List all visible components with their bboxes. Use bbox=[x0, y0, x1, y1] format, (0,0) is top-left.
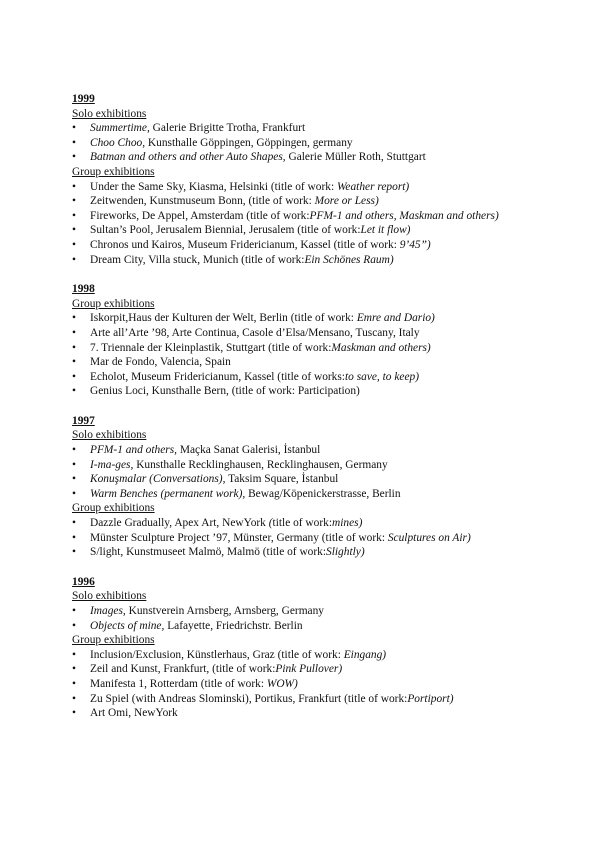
exhibition-item bbox=[72, 662, 572, 677]
exhibition-item bbox=[72, 370, 572, 385]
exhibition-text: Arte all’Arte ’98, Arte Continua, Casole d’Elsa/Mensano, Tuscany, Italy bbox=[90, 326, 420, 339]
exhibition-item bbox=[72, 458, 572, 473]
bullet-icon: • bbox=[72, 180, 76, 193]
exhibition-title-italic: Summertime, bbox=[90, 122, 150, 135]
exhibition-text: Kunsthalle Recklinghausen, Recklinghausen, Germany bbox=[133, 458, 388, 471]
exhibition-title-italic: to save, to keep) bbox=[344, 370, 419, 383]
exhibition-list bbox=[72, 121, 572, 165]
exhibition-group-label: Solo exhibitions bbox=[72, 429, 147, 442]
exhibition-title-italic: mines) bbox=[332, 517, 363, 530]
bullet-icon: • bbox=[72, 546, 76, 559]
bullet-icon: • bbox=[72, 238, 76, 251]
exhibition-item bbox=[72, 136, 572, 151]
bullet-icon: • bbox=[72, 326, 76, 339]
bullet-icon: • bbox=[72, 531, 76, 544]
exhibition-text: Galerie Müller Roth, Stuttgart bbox=[285, 151, 426, 164]
exhibition-item bbox=[72, 194, 572, 209]
exhibition-text: Dazzle Gradually, Apex Art, NewYork bbox=[90, 517, 269, 530]
exhibition-title-italic: Pink Pullover) bbox=[275, 663, 343, 676]
exhibition-title-italic: Portiport) bbox=[407, 692, 454, 705]
exhibition-list bbox=[72, 604, 572, 633]
bullet-icon: • bbox=[72, 458, 76, 471]
exhibition-item bbox=[72, 604, 572, 619]
exhibition-text: Zu Spiel (with Andreas Slominski), Portikus, Frankfurt (title of work: bbox=[90, 692, 408, 705]
exhibition-item bbox=[72, 253, 572, 268]
bullet-icon: • bbox=[72, 312, 76, 325]
bullet-icon: • bbox=[72, 356, 76, 369]
exhibition-title-italic: 9’45”) bbox=[399, 238, 431, 251]
exhibition-text: Under the Same Sky, Kiasma, Helsinki (title of work: bbox=[90, 180, 337, 193]
exhibition-item bbox=[72, 180, 572, 195]
exhibition-item bbox=[72, 692, 572, 707]
exhibition-text: Kunsthalle Göppingen, Göppingen, germany bbox=[145, 136, 353, 149]
exhibition-title-italic: Warm Benches (permanent work), bbox=[90, 487, 246, 500]
bullet-icon: • bbox=[72, 692, 76, 705]
exhibition-list bbox=[72, 443, 572, 501]
exhibition-group-label: Solo exhibitions bbox=[72, 590, 147, 603]
exhibition-text: S/light, Kunstmuseet Malmö, Malmö (title of work: bbox=[90, 546, 327, 559]
exhibition-text: Iskorpit,Haus der Kulturen der Welt, Berlin (title of work: bbox=[90, 312, 357, 325]
exhibition-title-italic: Batman and others and other Auto Shapes, bbox=[90, 151, 286, 164]
exhibition-text: Taksim Square, İstanbul bbox=[225, 473, 339, 486]
exhibition-title-italic: ( bbox=[268, 517, 273, 530]
exhibition-title-italic: Emre and Dario) bbox=[356, 312, 435, 325]
bullet-icon: • bbox=[72, 253, 76, 266]
bullet-icon: • bbox=[72, 341, 76, 354]
exhibition-text: title of work: bbox=[272, 517, 333, 530]
exhibition-list bbox=[72, 311, 572, 399]
exhibition-title-italic: Eingang) bbox=[343, 648, 387, 661]
exhibition-item bbox=[72, 238, 572, 253]
exhibition-text: Münster Sculpture Project ’97, Münster, Germany (title of work: bbox=[90, 531, 388, 544]
bullet-icon: • bbox=[72, 224, 76, 237]
bullet-icon: • bbox=[72, 605, 76, 617]
exhibition-text: Genius Loci, Kunsthalle Bern, (title of work: Participation) bbox=[90, 385, 360, 398]
exhibition-group-label: Group exhibitions bbox=[72, 502, 155, 515]
exhibition-title-italic: Images, bbox=[90, 605, 126, 617]
exhibition-title-italic: Slightly) bbox=[326, 546, 365, 559]
exhibition-text: Manifesta 1, Rotterdam (title of work: bbox=[90, 677, 267, 690]
exhibition-item bbox=[72, 355, 572, 370]
exhibition-list bbox=[72, 516, 572, 560]
bullet-icon: • bbox=[72, 517, 76, 530]
exhibition-text: Kunstverein Arnsberg, Arnsberg, Germany bbox=[125, 605, 324, 617]
exhibition-title-italic: Ein Schönes Raum) bbox=[304, 253, 394, 266]
bullet-icon: • bbox=[72, 707, 76, 720]
exhibition-text: Echolot, Museum Fridericianum, Kassel (title of works: bbox=[90, 370, 345, 383]
exhibition-item bbox=[72, 384, 572, 399]
year-section bbox=[72, 282, 572, 399]
exhibition-title-italic: Sculptures on Air) bbox=[387, 531, 471, 544]
exhibition-title-italic: I-ma-ges, bbox=[90, 458, 134, 471]
exhibition-text: Dream City, Villa stuck, Munich (title of work: bbox=[90, 253, 305, 266]
exhibition-item bbox=[72, 341, 572, 356]
year-section bbox=[72, 92, 572, 267]
exhibition-list bbox=[72, 648, 572, 721]
exhibition-text: Inclusion/Exclusion, Künstlerhaus, Graz (title of work: bbox=[90, 648, 344, 661]
exhibition-item bbox=[72, 545, 572, 560]
exhibition-text: Galerie Brigitte Trotha, Frankfurt bbox=[149, 122, 306, 135]
exhibition-title-italic: PFM-1 and others, bbox=[90, 444, 177, 457]
bullet-icon: • bbox=[72, 385, 76, 398]
exhibition-list bbox=[72, 180, 572, 268]
exhibition-title-italic: Weather report) bbox=[336, 180, 410, 193]
exhibition-title-italic: More or Less) bbox=[314, 195, 379, 208]
exhibition-text: Zeitwenden, Kunstmuseum Bonn, (title of work: bbox=[90, 195, 315, 208]
exhibition-text: Fireworks, De Appel, Amsterdam (title of work: bbox=[90, 209, 310, 222]
exhibition-text: Sultan’s Pool, Jerusalem Biennial, Jerusalem (title of work: bbox=[90, 224, 361, 237]
bullet-icon: • bbox=[72, 370, 76, 383]
exhibition-group-label: Solo exhibitions bbox=[72, 107, 147, 120]
exhibition-item bbox=[72, 223, 572, 238]
bullet-icon: • bbox=[72, 677, 76, 690]
year-heading: 1999 bbox=[72, 93, 95, 105]
bullet-icon: • bbox=[72, 444, 76, 457]
exhibition-text: Art Omi, NewYork bbox=[90, 707, 178, 720]
bullet-icon: • bbox=[72, 136, 76, 149]
exhibition-title-italic: Maskman and others) bbox=[331, 341, 431, 354]
bullet-icon: • bbox=[72, 663, 76, 676]
bullet-icon: • bbox=[72, 195, 76, 208]
exhibition-item bbox=[72, 648, 572, 663]
exhibition-item bbox=[72, 472, 572, 487]
exhibition-title-italic: WOW) bbox=[266, 677, 298, 690]
bullet-icon: • bbox=[72, 619, 76, 632]
exhibition-item bbox=[72, 150, 572, 165]
exhibition-history-document bbox=[72, 92, 572, 736]
bullet-icon: • bbox=[72, 122, 76, 135]
year-heading: 1998 bbox=[72, 283, 95, 296]
exhibition-text: Zeil and Kunst, Frankfurt, (title of work: bbox=[90, 663, 276, 676]
exhibition-text: Mar de Fondo, Valencia, Spain bbox=[90, 356, 231, 369]
exhibition-item bbox=[72, 121, 572, 136]
exhibition-text: 7. Triennale der Kleinplastik, Stuttgart (title of work: bbox=[90, 341, 332, 354]
exhibition-title-italic: Objects of mine, bbox=[90, 619, 165, 632]
year-section bbox=[72, 414, 572, 560]
exhibition-group-label: Group exhibitions bbox=[72, 165, 155, 178]
exhibition-item bbox=[72, 311, 572, 326]
exhibition-item bbox=[72, 326, 572, 341]
exhibition-group-label: Group exhibitions bbox=[72, 297, 155, 310]
exhibition-item bbox=[72, 619, 572, 634]
exhibition-item bbox=[72, 443, 572, 458]
exhibition-item bbox=[72, 677, 572, 692]
exhibition-title-italic: Konuşmalar (Conversations), bbox=[90, 473, 226, 486]
year-section bbox=[72, 575, 572, 721]
exhibition-text: Maçka Sanat Galerisi, İstanbul bbox=[177, 444, 321, 457]
exhibition-item bbox=[72, 209, 572, 224]
exhibition-text: Chronos und Kairos, Museum Fridericianum, Kassel (title of work: bbox=[90, 238, 400, 251]
bullet-icon: • bbox=[72, 209, 76, 222]
exhibition-title-italic: Let it flow) bbox=[360, 224, 411, 237]
exhibition-item bbox=[72, 487, 572, 502]
bullet-icon: • bbox=[72, 487, 76, 500]
exhibition-item bbox=[72, 531, 572, 546]
exhibition-item bbox=[72, 516, 572, 531]
bullet-icon: • bbox=[72, 473, 76, 486]
exhibition-title-italic: PFM-1 and others, Maskman and others) bbox=[309, 209, 499, 222]
exhibition-title-italic: Choo Choo, bbox=[90, 136, 146, 149]
exhibition-text: Bewag/Köpenickerstrasse, Berlin bbox=[245, 487, 401, 500]
year-heading: 1997 bbox=[72, 414, 95, 427]
bullet-icon: • bbox=[72, 648, 76, 661]
exhibition-group-label: Group exhibitions bbox=[72, 634, 155, 647]
exhibition-item bbox=[72, 706, 572, 721]
bullet-icon: • bbox=[72, 151, 76, 164]
exhibition-text: Lafayette, Friedrichstr. Berlin bbox=[164, 619, 303, 632]
year-heading: 1996 bbox=[72, 575, 95, 588]
